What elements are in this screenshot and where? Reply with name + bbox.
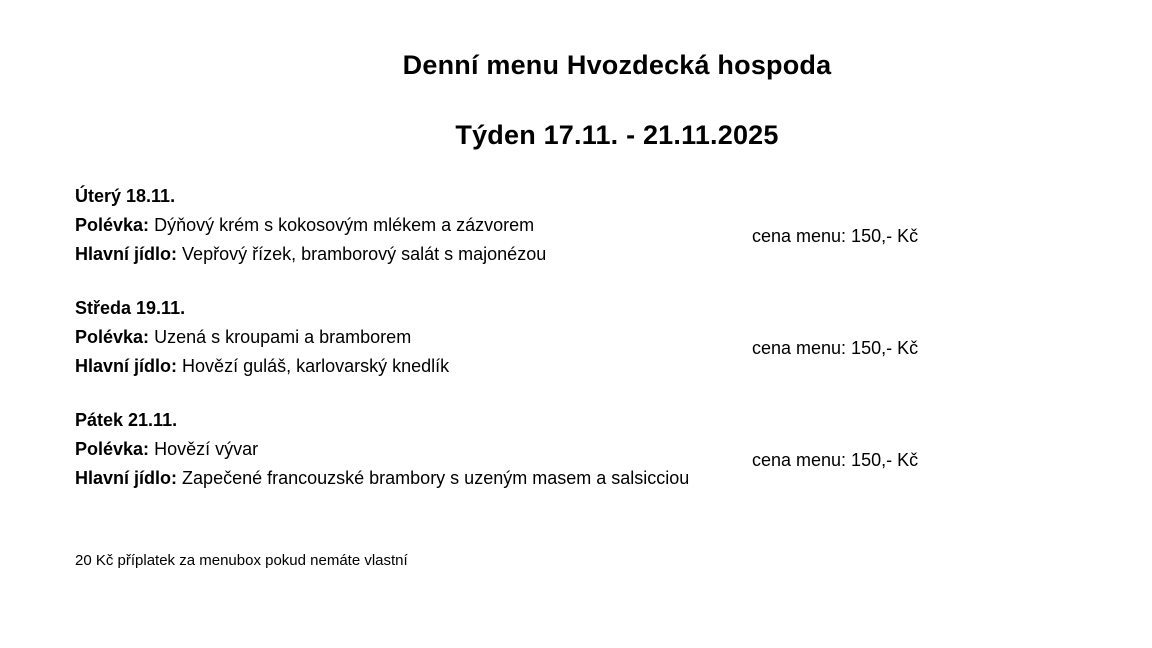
- menu-price: cena menu: 150,- Kč: [752, 338, 919, 358]
- day-details: [75, 182, 1152, 269]
- day-heading: Úterý 18.11.: [75, 186, 176, 206]
- day-heading: Pátek 21.11.: [75, 410, 178, 430]
- soup-line: [75, 435, 1152, 464]
- menu-day-block-tuesday: [75, 182, 1152, 269]
- soup-text: Hovězí vývar: [154, 439, 259, 459]
- main-dish-label: Hlavní jídlo:: [75, 244, 178, 264]
- menu-day-block-wednesday: [75, 294, 1152, 381]
- day-details: [75, 406, 1152, 493]
- menu-day-block-friday: [75, 406, 1152, 493]
- day-details: [75, 294, 1152, 381]
- soup-label: Polévka:: [75, 215, 150, 235]
- soup-line: [75, 323, 1152, 352]
- main-dish-text: Hovězí guláš, karlovarský knedlík: [182, 356, 450, 376]
- soup-text: Dýňový krém s kokosovým mlékem a zázvorem: [154, 215, 535, 235]
- week-subtitle: Týden 17.11. - 21.11.2025: [455, 120, 779, 150]
- main-dish-text: Zapečené francouzské brambory s uzeným masem a salsicciou: [182, 468, 690, 488]
- soup-label: Polévka:: [75, 327, 150, 347]
- main-dish-line: [75, 464, 1152, 493]
- menu-price: cena menu: 150,- Kč: [752, 226, 919, 246]
- soup-line: [75, 211, 1152, 240]
- menu-content: [75, 182, 1152, 518]
- document-title: Denní menu Hvozdecká hospoda: [402, 50, 832, 80]
- main-dish-line: [75, 240, 1152, 269]
- main-dish-line: [75, 352, 1152, 381]
- main-dish-text: Vepřový řízek, bramborový salát s majonézou: [182, 244, 547, 264]
- main-dish-label: Hlavní jídlo:: [75, 356, 178, 376]
- day-heading: Středa 19.11.: [75, 298, 186, 318]
- soup-label: Polévka:: [75, 439, 150, 459]
- main-dish-label: Hlavní jídlo:: [75, 468, 178, 488]
- menu-price: cena menu: 150,- Kč: [752, 450, 919, 470]
- menubox-surcharge-note: 20 Kč příplatek za menubox pokud nemáte vlastní: [75, 552, 408, 569]
- soup-text: Uzená s kroupami a bramborem: [154, 327, 412, 347]
